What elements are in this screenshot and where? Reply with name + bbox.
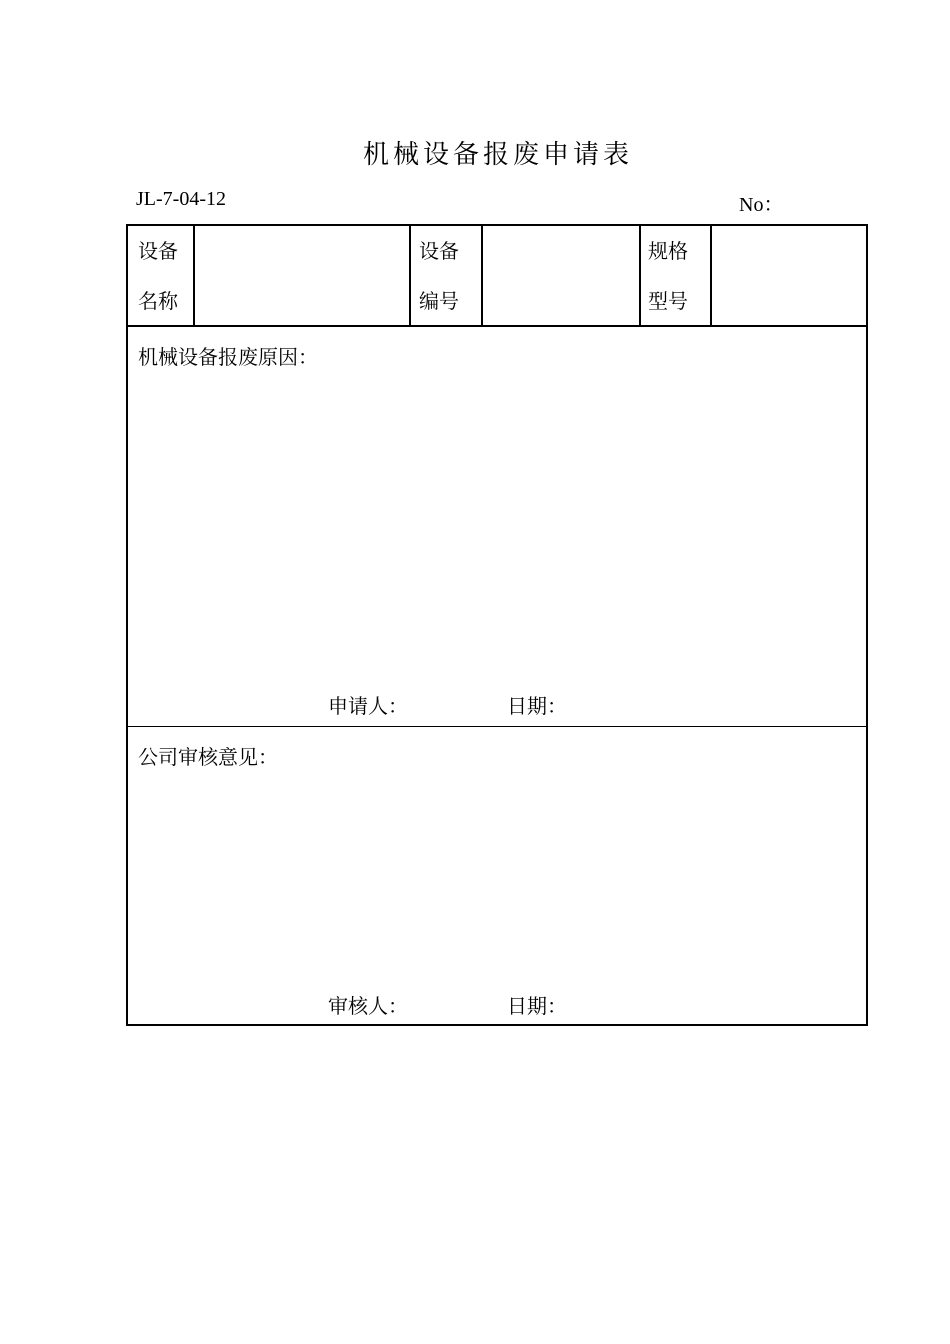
review-heading: 公司审核意见： xyxy=(138,745,278,769)
applicant-date-label: 日期： xyxy=(507,694,567,718)
model-field[interactable] xyxy=(712,226,866,325)
form-number-label: No： xyxy=(739,194,784,216)
equipment-name-label: 设备 名称 xyxy=(138,239,178,313)
review-section xyxy=(128,727,866,1026)
model-label: 规格 型号 xyxy=(648,239,688,313)
equipment-info-row xyxy=(128,226,866,327)
equipment-name-field[interactable] xyxy=(195,226,409,325)
form-table xyxy=(126,224,868,1026)
form-code: JL-7-04-12 xyxy=(136,188,226,210)
divider xyxy=(409,226,411,325)
applicant-label: 申请人： xyxy=(328,694,408,718)
reason-heading: 机械设备报废原因： xyxy=(138,345,318,369)
form-title: 机械设备报废申请表 xyxy=(362,140,633,170)
reviewer-date-label: 日期： xyxy=(507,994,567,1018)
reason-section xyxy=(128,327,866,727)
reviewer-label: 审核人： xyxy=(328,994,408,1018)
equipment-number-label: 设备 编号 xyxy=(419,239,459,313)
equipment-number-field[interactable] xyxy=(483,226,639,325)
divider xyxy=(639,226,641,325)
